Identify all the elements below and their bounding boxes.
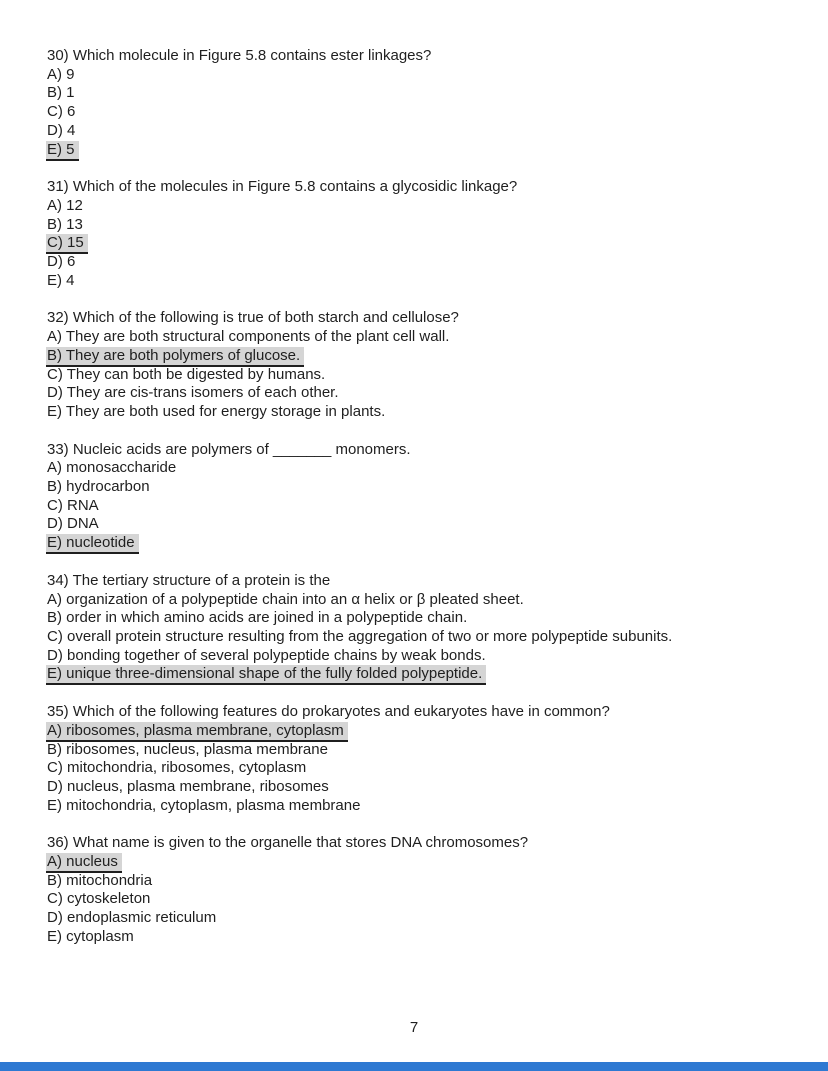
answer-option: A) They are both structural components of the plant cell wall. bbox=[47, 328, 450, 346]
answer-option: B) ribosomes, nucleus, plasma membrane bbox=[47, 740, 328, 758]
question-block-30 bbox=[47, 47, 788, 159]
answer-option: C) cytoskeleton bbox=[47, 890, 151, 908]
question-prompt: 30) Which molecule in Figure 5.8 contains ester linkages? bbox=[47, 47, 432, 64]
page-footer bbox=[0, 1018, 828, 1037]
answer-option bbox=[47, 665, 788, 684]
highlighted-answer: C) 15 bbox=[46, 234, 88, 254]
highlighted-answer: E) unique three-dimensional shape of the fully folded polypeptide. bbox=[46, 665, 486, 685]
highlighted-answer: B) They are both polymers of glucose. bbox=[46, 347, 304, 367]
answer-option: C) RNA bbox=[47, 496, 99, 514]
question-block-33 bbox=[47, 441, 788, 553]
highlighted-answer: E) nucleotide bbox=[46, 534, 139, 554]
answer-option: D) bonding together of several polypeptide chains by weak bonds. bbox=[47, 646, 486, 664]
answer-option bbox=[47, 234, 788, 253]
answer-option: E) 4 bbox=[47, 271, 75, 289]
answer-option: D) 4 bbox=[47, 121, 76, 139]
question-block-35 bbox=[47, 703, 788, 815]
answer-option: B) 13 bbox=[47, 215, 83, 233]
answer-option: A) 9 bbox=[47, 65, 75, 83]
answer-option: D) 6 bbox=[47, 253, 76, 271]
question-block-32 bbox=[47, 309, 788, 421]
answer-option: B) mitochondria bbox=[47, 871, 153, 889]
question-prompt: 32) Which of the following is true of both starch and cellulose? bbox=[47, 309, 459, 327]
highlighted-answer: A) ribosomes, plasma membrane, cytoplasm bbox=[46, 722, 348, 742]
answer-option: B) order in which amino acids are joined in a polypeptide chain. bbox=[47, 609, 468, 627]
bottom-accent-bar bbox=[0, 1062, 828, 1071]
answer-option: A) monosaccharide bbox=[47, 459, 177, 477]
question-block-34 bbox=[47, 572, 788, 684]
answer-option: C) mitochondria, ribosomes, cytoplasm bbox=[47, 759, 307, 777]
question-block-31 bbox=[47, 178, 788, 290]
answer-option bbox=[47, 853, 788, 872]
answer-option: E) cytoplasm bbox=[47, 927, 134, 945]
answer-option: B) 1 bbox=[47, 84, 75, 102]
question-block-36 bbox=[47, 834, 788, 946]
page-number: 7 bbox=[409, 1019, 419, 1036]
answer-option: A) organization of a polypeptide chain into an α helix or β pleated sheet. bbox=[47, 590, 524, 608]
question-prompt: 34) The tertiary structure of a protein is the bbox=[47, 571, 331, 589]
answer-option: D) They are cis-trans isomers of each other. bbox=[47, 384, 339, 402]
answer-option: A) 12 bbox=[47, 196, 83, 214]
answer-option bbox=[47, 722, 788, 741]
answer-option: E) They are both used for energy storage in plants. bbox=[47, 402, 386, 420]
answer-option: C) They can both be digested by humans. bbox=[47, 365, 326, 383]
answer-option: E) mitochondria, cytoplasm, plasma membrane bbox=[47, 796, 361, 814]
answer-option bbox=[47, 534, 788, 553]
answer-option: D) DNA bbox=[47, 515, 99, 533]
answer-option: D) endoplasmic reticulum bbox=[47, 909, 217, 927]
answer-option: C) overall protein structure resulting from the aggregation of two or more polypeptide subunits. bbox=[47, 627, 673, 645]
question-list bbox=[47, 47, 788, 966]
answer-option bbox=[47, 347, 788, 366]
highlighted-answer: A) nucleus bbox=[46, 853, 122, 873]
question-prompt: 36) What name is given to the organelle that stores DNA chromosomes? bbox=[47, 834, 529, 852]
question-prompt: 35) Which of the following features do prokaryotes and eukaryotes have in common? bbox=[47, 703, 610, 721]
answer-option: C) 6 bbox=[47, 103, 76, 121]
answer-option: B) hydrocarbon bbox=[47, 478, 150, 496]
answer-option: D) nucleus, plasma membrane, ribosomes bbox=[47, 777, 329, 795]
highlighted-answer: E) 5 bbox=[46, 141, 79, 161]
answer-option bbox=[47, 141, 788, 160]
question-prompt: 33) Nucleic acids are polymers of _______ monomers. bbox=[47, 440, 411, 458]
question-prompt: 31) Which of the molecules in Figure 5.8 contains a glycosidic linkage? bbox=[47, 178, 518, 196]
